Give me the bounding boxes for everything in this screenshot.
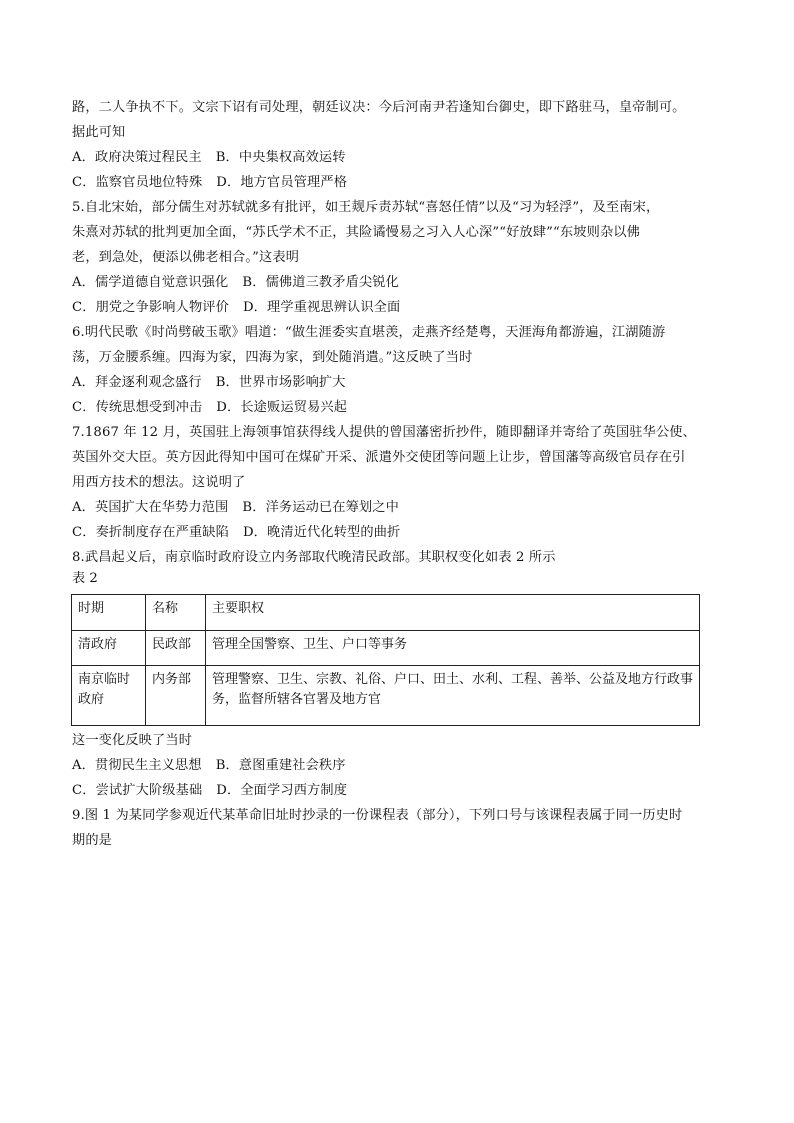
q6-option-d[interactable]: D．长途贩运贸易兴起 (216, 400, 348, 415)
q7-option-b[interactable]: B．洋务运动已在筹划之中 (242, 500, 399, 515)
q4-options-cd (72, 173, 347, 193)
q7-options-ab (72, 498, 399, 518)
q5-option-a[interactable]: A．儒学道德自觉意识强化 (72, 275, 229, 290)
q8-option-b[interactable]: B．意图重建社会秩序 (215, 758, 346, 773)
q6-options-ab (72, 373, 346, 393)
q5-stem-line-3: 老，到急处，便添以佛老相合。”这表明 (72, 250, 300, 265)
q7-option-d[interactable]: D．晚清近代化转型的曲折 (242, 525, 401, 540)
table-header-cell: 名称 (146, 595, 206, 631)
q6-option-c[interactable]: C．传统思想受到冲击 (72, 400, 203, 415)
q7-stem-line-3: 用西方技术的想法。这说明了 (72, 475, 246, 490)
table-cell: 民政部 (146, 631, 206, 666)
q4-option-d[interactable]: D．地方官员管理严格 (216, 175, 348, 190)
q7-stem-line-1: 7.1867 年 12 月，英国驻上海领事馆获得线人提供的曾国藩密折抄件，随即翻译并寄给了英国驻华公使、 (72, 425, 696, 440)
q8-option-d[interactable]: D．全面学习西方制度 (216, 783, 348, 798)
q5-options-cd (72, 298, 400, 318)
q8-stem-line-1: 8.武昌起义后，南京临时政府设立内务部取代晚清民政部。其职权变化如表 2 所示 (72, 550, 556, 565)
q4-option-a[interactable]: A．政府决策过程民主 (72, 150, 202, 165)
duty-table (71, 594, 700, 726)
q4-stem-line-2: 据此可知 (72, 125, 126, 140)
q5-option-d[interactable]: D．理学重视思辨认识全面 (242, 300, 401, 315)
q4-option-b[interactable]: B．中央集权高效运转 (215, 150, 346, 165)
table-cell: 管理全国警察、卫生、户口等事务 (206, 631, 700, 666)
q5-option-c[interactable]: C．朋党之争影响人物评价 (72, 300, 229, 315)
q5-options-ab (72, 273, 399, 293)
q7-option-a[interactable]: A．英国扩大在华势力范围 (72, 500, 229, 515)
table-cell: 南京临时政府 (72, 666, 146, 726)
table-header-row (72, 595, 700, 631)
table-caption: 表 2 (72, 571, 98, 586)
table-cell: 清政府 (72, 631, 146, 666)
q8-options-ab (72, 756, 346, 776)
table-header-cell: 时期 (72, 595, 146, 631)
q6-option-b[interactable]: B．世界市场影响扩大 (215, 375, 346, 390)
q4-stem-line-1: 路，二人争执不下。文宗下诏有司处理，朝廷议决：今后河南尹若逢知台御史，即下路驻马，皇帝制可。 (72, 100, 686, 115)
q7-options-cd (72, 523, 400, 543)
q5-stem-line-1: 5.自北宋始，部分儒生对苏轼就多有批评，如王觌斥责苏轼“喜怒任情”以及“习为轻浮”，及至南宋， (72, 200, 660, 215)
q9-stem-line-1: 9.图 1 为某同学参观近代某革命旧址时抄录的一份课程表（部分），下列口号与该课程表属于同一历史时 (72, 808, 683, 823)
q8-follow-up: 这一变化反映了当时 (72, 733, 193, 748)
q4-options-ab (72, 148, 346, 168)
table-row (72, 631, 700, 666)
q5-option-b[interactable]: B．儒佛道三教矛盾尖锐化 (242, 275, 399, 290)
q8-option-a[interactable]: A．贯彻民生主义思想 (72, 758, 202, 773)
q8-options-cd (72, 781, 347, 801)
q8-option-c[interactable]: C．尝试扩大阶级基础 (72, 783, 203, 798)
table-cell: 管理警察、卫生、宗教、礼俗、户口、田土、水利、工程、善举、公益及地方行政事务，监督所辖各官署及地方官 (206, 666, 700, 726)
table-header-cell: 主要职权 (206, 595, 700, 631)
q6-options-cd (72, 398, 347, 418)
q7-option-c[interactable]: C．奏折制度存在严重缺陷 (72, 525, 229, 540)
table-row (72, 666, 700, 726)
q6-stem-line-1: 6.明代民歌《时尚劈破玉歌》唱道：“做生涯委实直堪羡，走燕齐经楚粤，天涯海角都游遍，江湖随游 (72, 325, 666, 340)
table-cell: 内务部 (146, 666, 206, 726)
q7-stem-line-2: 英国外交大臣。英方因此得知中国可在煤矿开采、派遣外交使团等问题上让步，曾国藩等高级官员存在引 (72, 450, 686, 465)
q5-stem-line-2: 朱熹对苏轼的批判更加全面，“苏氏学术不正，其险谲慢易之习入人心深”“好放肆”“东坡则杂以佛 (72, 225, 640, 240)
q6-stem-line-2: 荡，万金腰系缠。四海为家，四海为家，到处随消遣。”这反映了当时 (72, 350, 473, 365)
q4-option-c[interactable]: C．监察官员地位特殊 (72, 175, 203, 190)
q9-stem-line-2: 期的是 (72, 833, 113, 848)
q6-option-a[interactable]: A．拜金逐利观念盛行 (72, 375, 202, 390)
